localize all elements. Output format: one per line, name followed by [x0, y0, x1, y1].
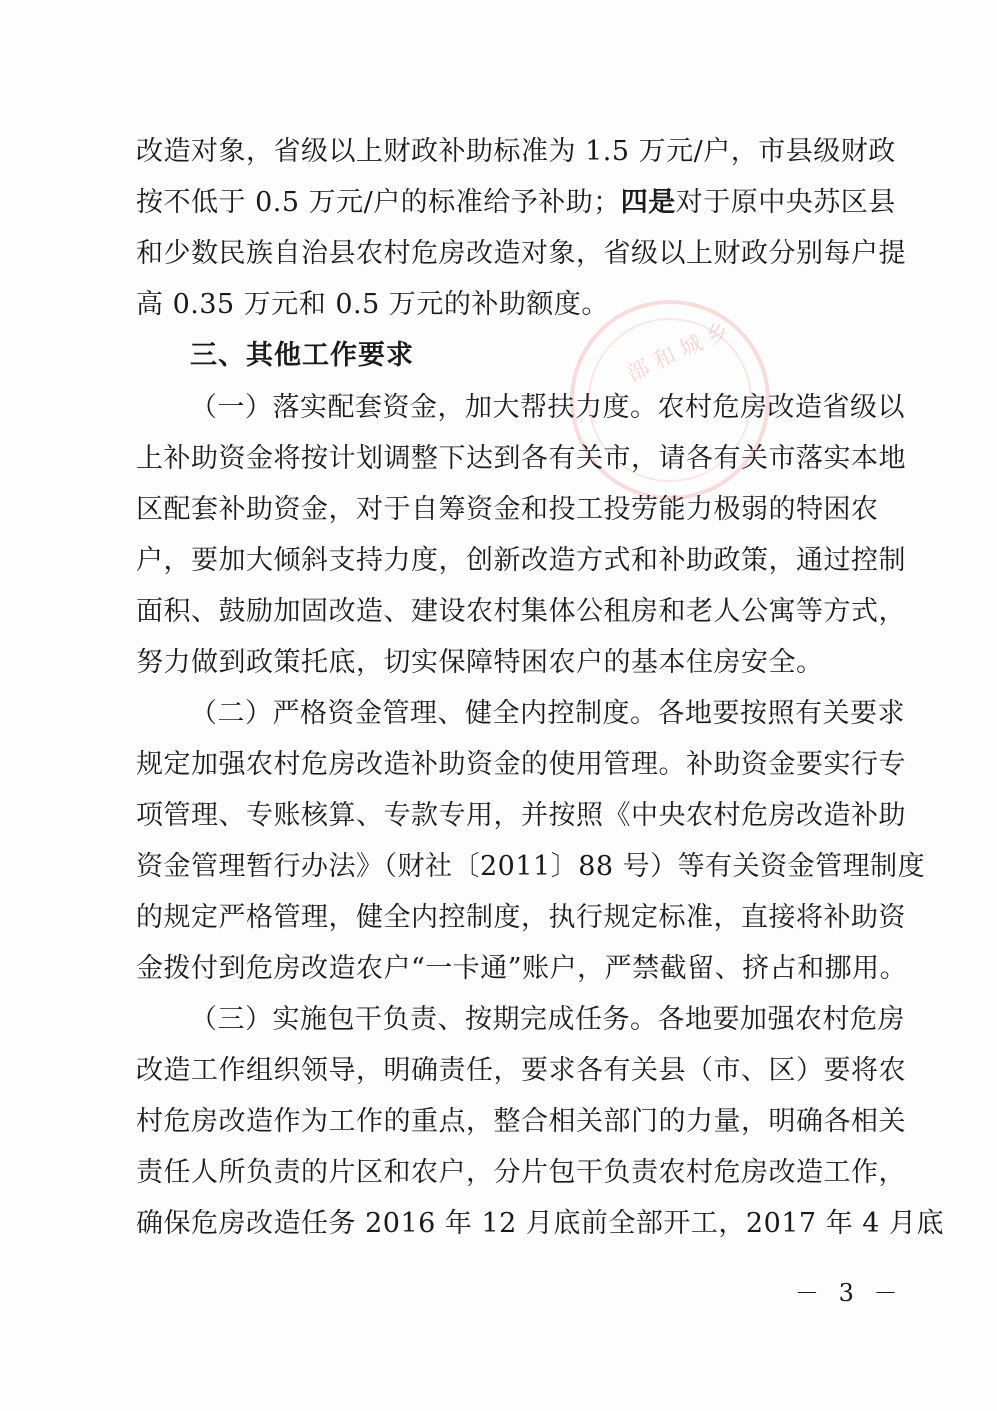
paragraph-line-part: 按不低于 0.5 万元/户的标准给予补助； — [136, 187, 621, 218]
paragraph-line: 高 0.35 万元和 0.5 万元的补助额度。 — [136, 289, 609, 320]
paragraph-line: 村危房改造作为工作的重点，整合相关部门的力量，明确各相关 — [136, 1106, 906, 1137]
paragraph-line: （三）实施包干负责、按期完成任务。各地要加强农村危房 — [190, 1004, 905, 1035]
paragraph-line: 上补助资金将按计划调整下达到各有关市，请各有关市落实本地 — [136, 443, 906, 474]
page-number: － 3 － — [795, 1279, 904, 1307]
paragraph-line: 改造对象，省级以上财政补助标准为 1.5 万元/户，市县级财政 — [136, 136, 896, 167]
paragraph-line: （二）严格资金管理、健全内控制度。各地要按照有关要求 — [190, 698, 905, 729]
paragraph-line — [136, 185, 896, 221]
seal-text: 部 和 城 乡 — [623, 318, 733, 388]
paragraph-line: 项管理、专账核算、专款专用，并按照《中央农村危房改造补助 — [136, 800, 906, 831]
bold-phrase: 四是 — [620, 187, 676, 218]
paragraph-line: （一）落实配套资金，加大帮扶力度。农村危房改造省级以 — [190, 392, 905, 423]
paragraph-line: 区配套补助资金，对于自筹资金和投工投劳能力极弱的特困农 — [136, 494, 879, 525]
paragraph-line: 和少数民族自治县农村危房改造对象，省级以上财政分别每户提 — [136, 238, 906, 269]
paragraph-line: 面积、鼓励加固改造、建设农村集体公租房和老人公寓等方式， — [136, 596, 906, 627]
paragraph-line: 户，要加大倾斜支持力度，创新改造方式和补助政策，通过控制 — [136, 545, 906, 576]
paragraph-line-part: 对于原中央苏区县 — [675, 187, 896, 218]
paragraph-line: 努力做到政策托底，切实保障特困农户的基本住房安全。 — [136, 647, 824, 678]
paragraph-line: 的规定严格管理，健全内控制度，执行规定标准，直接将补助资 — [136, 902, 906, 933]
paragraph-line: 规定加强农村危房改造补助资金的使用管理。补助资金要实行专 — [136, 749, 906, 780]
section-heading: 三、其他工作要求 — [190, 340, 414, 371]
paragraph-line: 责任人所负责的片区和农户，分片包干负责农村危房改造工作， — [136, 1157, 906, 1188]
paragraph-line: 资金管理暂行办法》（财社〔2011〕88 号）等有关资金管理制度 — [136, 851, 926, 882]
paragraph-line: 确保危房改造任务 2016 年 12 月底前全部开工，2017 年 4 月底 — [136, 1208, 945, 1239]
paragraph-line: 金拨付到危房改造农户“一卡通”账户，严禁截留、挤占和挪用。 — [136, 953, 908, 984]
paragraph-line: 改造工作组织领导，明确责任，要求各有关县（市、区）要将农 — [136, 1055, 906, 1086]
